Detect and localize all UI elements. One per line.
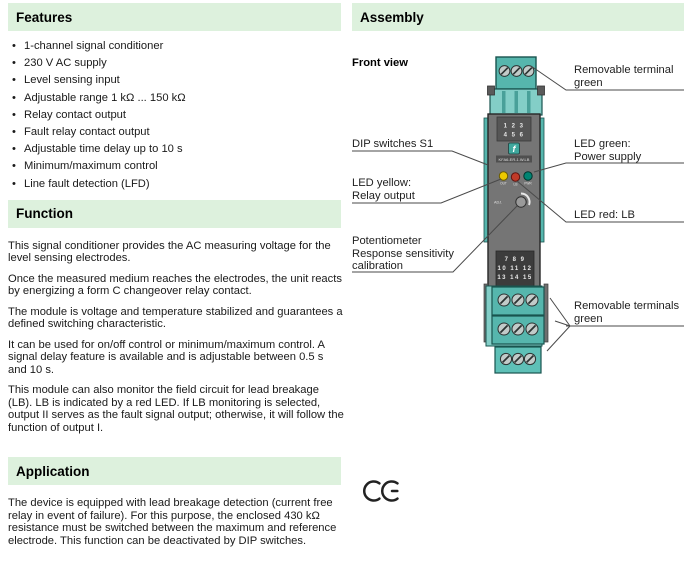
callout-removable-terminal-line1: Removable terminal [574,64,674,76]
callout-led-green-line2: Power supply [574,151,642,163]
screw-icon [512,294,524,306]
feature-item: • Level sensing input [10,72,341,89]
application-body [8,497,341,547]
pot-label: ADJ. [494,200,503,205]
screw-icon [526,323,538,335]
application-paragraph: The device is equipped with lead breakage detection (current free relay in event of failure). For this purpose, the enclosed 430 kΩ resistance must be switched between the maximum and reference electrode. This function can be deactivated by DIP switches. [8,497,337,547]
assembly-title: Assembly [360,9,424,25]
feature-item: • Fault relay contact output [10,124,341,141]
function-paragraph: It can be used for on/off control or minimum/maximum control. A signal delay feature is available and is adjustable between 0.5 s and 10 s. [8,338,325,376]
terminal-numbers-bottom-row2: 10 11 12 [497,266,533,272]
function-section-header [8,200,341,228]
feature-item: • Line fault detection (LFD) [10,176,341,193]
assembly-section-header [352,3,684,31]
feature-item: • Adjustable range 1 kΩ ... 150 kΩ [10,90,341,107]
terminal-numbers-bottom-row3: 13 14 15 [497,275,533,281]
callout-led-green-line1: LED green: [574,138,631,150]
callout-potentiometer-line2: Response sensitivity [352,248,454,260]
function-paragraph: The module is voltage and temperature stabilized and guarantees a defined switching characteristic. [8,305,343,331]
assembly-diagram [344,0,688,578]
screw-icon [498,294,510,306]
terminal-numbers-top-row1: 1 2 3 [503,123,525,130]
callout-led-red: LED red: LB [574,209,635,221]
feature-item: • 230 V AC supply [10,55,341,72]
brand-logo-icon [509,143,520,154]
model-label: KFA6-ER-1.W.LB [498,157,530,162]
bottom-terminal-blocks [484,284,548,373]
callout-dip-switches: DIP switches S1 [352,138,434,150]
screw-icon [526,294,538,306]
screw-icon [512,323,524,335]
screw-icon [512,353,523,364]
svg-text:f: f [512,144,516,154]
features-section-header [8,3,341,31]
features-list [8,38,341,193]
callout-potentiometer-line1: Potentiometer [352,235,422,247]
screw-icon [511,66,522,77]
module-body [484,114,544,296]
left-column [8,3,344,547]
svg-text:LB: LB [513,182,518,187]
terminal-numbers-bottom-row1: 7 8 9 [504,257,526,263]
callout-potentiometer-line3: calibration [352,260,403,272]
function-paragraph: This module can also monitor the field circuit for lead breakage (LB). LB is indicated by a red LED. If LB monitoring is selected, output II serves as the fault signal output; otherwise, it will follow the function of output I. [8,384,344,434]
screw-icon [524,353,535,364]
function-paragraph: Once the measured medium reaches the electrodes, the unit reacts by energizing a form C changeover relay contact. [8,272,342,298]
top-terminal-block [488,57,545,115]
callout-removable-terminals-bottom-line2: green [574,313,603,325]
callout-led-yellow-line2: Relay output [352,190,415,202]
svg-text:PWR: PWR [524,181,532,186]
features-title: Features [16,9,73,25]
callout-led-yellow-line1: LED yellow: [352,177,412,189]
device-front-view [484,57,548,373]
right-column [344,0,688,578]
callout-removable-terminal-line2: green [574,77,603,89]
svg-text:OUT: OUT [500,181,507,186]
function-paragraph: This signal conditioner provides the AC measuring voltage for the level sensing electrodes. [8,239,331,265]
screw-icon [499,66,510,77]
terminal-numbers-top-row2: 4 5 6 [503,132,525,139]
led-green-power [524,172,533,186]
front-view-label: Front view [352,57,408,69]
feature-item: • Minimum/maximum control [10,158,341,175]
function-title: Function [16,206,73,222]
screw-icon [500,353,511,364]
callout-removable-terminals-bottom-line1: Removable terminals [574,300,680,312]
ce-mark-icon [364,481,397,500]
feature-item: • Adjustable time delay up to 10 s [10,141,341,158]
feature-item: • 1-channel signal conditioner [10,38,341,55]
application-title: Application [16,463,90,479]
feature-item: • Relay contact output [10,107,341,124]
function-body [8,239,344,435]
application-section-header [8,457,341,485]
screw-icon [498,323,510,335]
